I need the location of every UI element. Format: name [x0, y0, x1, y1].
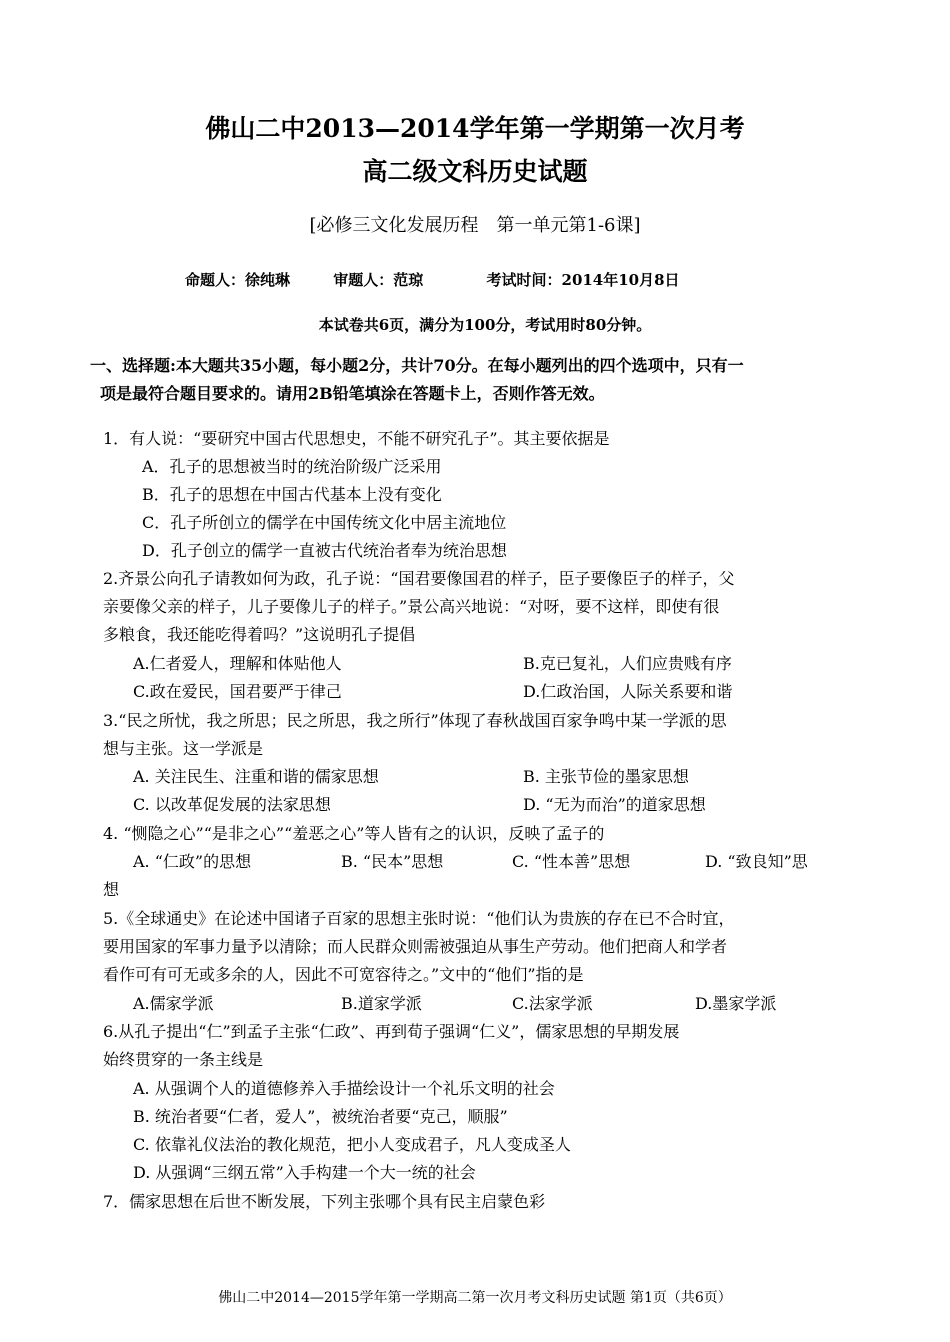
question-1-option-d: D．孔子创立的儒学一直被古代统治者奉为统治思想 — [142, 541, 507, 560]
exam-title-line1: 佛山二中2013—2014学年第一学期第一次月考 — [205, 114, 745, 143]
question-5-stem-line2: 要用国家的军事力量予以清除；而人民群众则需被强迫从事生产劳动。他们把商人和学者 — [103, 937, 728, 956]
exam-authors-row — [185, 268, 718, 292]
question-1-option-b: B．孔子的思想在中国古代基本上没有变化 — [142, 485, 442, 504]
exam-title-line2: 高二级文科历史试题 — [362, 157, 588, 186]
question-6-stem-line1: 6.从孔子提出“仁”到孟子主张“仁政”、再到荀子强调“仁义”，儒家思想的早期发展 — [103, 1022, 680, 1041]
question-7-stem: 7．儒家思想在后世不断发展，下列主张哪个具有民主启蒙色彩 — [103, 1192, 546, 1211]
question-4-option-c: C. “性本善”思想 — [512, 852, 631, 871]
question-4-option-d: D. “致良知”思 — [705, 852, 808, 871]
question-3-stem-line2: 想与主张。这一学派是 — [103, 739, 264, 758]
exam-scope: [必修三文化发展历程 第一单元第1-6课] — [309, 215, 641, 236]
question-5-option-a: A.儒家学派 — [133, 994, 214, 1013]
question-5-stem-line3: 看作可有可无或多余的人，因此不可宽容待之。”文中的“他们”指的是 — [103, 965, 584, 984]
section-instructions — [90, 352, 850, 408]
question-2-stem-line2: 亲要像父亲的样子，儿子要像儿子的样子。”景公高兴地说：“对呀，要不这样，即使有很 — [103, 597, 720, 616]
question-3-option-c: C. 以改革促发展的法家思想 — [133, 795, 331, 814]
question-3-option-a: A. 关注民生、注重和谐的儒家思想 — [133, 767, 379, 786]
question-2-option-c: C.政在爱民，国君要严于律己 — [133, 682, 342, 701]
question-4-option-d-continued: 想 — [103, 880, 120, 899]
question-5-option-c: C.法家学派 — [512, 994, 593, 1013]
exam-time: 考试时间：2014年10月8日 — [486, 271, 680, 289]
question-2-option-a: A.仁者爱人，理解和体贴他人 — [133, 654, 342, 673]
question-6-option-d: D. 从强调“三纲五常”入手构建一个大一统的社会 — [133, 1163, 476, 1182]
question-1-option-a: A．孔子的思想被当时的统治阶级广泛采用 — [142, 457, 442, 476]
question-3-stem-line1: 3.“民之所忧，我之所思；民之所思，我之所行”体现了春秋战国百家争鸣中某一学派的思 — [103, 711, 727, 730]
question-6-option-c: C. 依靠礼仪法治的教化规范，把小人变成君子，凡人变成圣人 — [133, 1135, 571, 1154]
question-6-option-b: B. 统治者要“仁者，爱人”，被统治者要“克己，顺服” — [133, 1107, 508, 1126]
question-2-option-b: B.克已复礼，人们应贵贱有序 — [523, 654, 732, 673]
question-6-option-a: A. 从强调个人的道德修养入手描绘设计一个礼乐文明的社会 — [133, 1079, 555, 1098]
section-instructions-line2: 项是最符合题目要求的。请用2B铅笔填涂在答题卡上，否则作答无效。 — [100, 384, 605, 403]
question-5-option-d: D.墨家学派 — [695, 994, 777, 1013]
question-4-option-a: A. “仁政”的思想 — [133, 852, 252, 871]
question-2-stem-line3: 多粮食，我还能吃得着吗？”这说明孔子提倡 — [103, 625, 416, 644]
exam-reviewer: 审题人：范琼 — [333, 271, 424, 289]
section-instructions-line1: 一、选择题:本大题共35小题，每小题2分，共计70分。在每小题列出的四个选项中，只有一 — [90, 356, 744, 375]
question-3-option-b: B. 主张节俭的墨家思想 — [523, 767, 689, 786]
question-6-stem-line2: 始终贯穿的一条主线是 — [103, 1050, 264, 1069]
question-4-stem: 4. “恻隐之心”“是非之心”“羞恶之心”等人皆有之的认识，反映了孟子的 — [103, 824, 605, 843]
question-5-option-b: B.道家学派 — [341, 994, 422, 1013]
exam-info: 本试卷共6页，满分为100分，考试用时80分钟。 — [318, 316, 652, 334]
question-1-stem: 1．有人说：“要研究中国古代思想史，不能不研究孔子”。其主要依据是 — [103, 429, 610, 448]
question-1-option-c: C．孔子所创立的儒学在中国传统文化中居主流地位 — [142, 513, 507, 532]
page-footer: 佛山二中2014—2015学年第一学期高二第一次月考文科历史试题 第1页（共6页） — [218, 1290, 732, 1306]
question-2-option-d: D.仁政治国，人际关系要和谐 — [523, 682, 733, 701]
question-4-option-b: B. “民本”思想 — [341, 852, 444, 871]
question-2-stem-line1: 2.齐景公向孔子请教如何为政，孔子说：“国君要像国君的样子，臣子要像臣子的样子，父 — [103, 569, 735, 588]
question-3-option-d: D. “无为而治”的道家思想 — [523, 795, 706, 814]
question-5-stem-line1: 5.《全球通史》在论述中国诸子百家的思想主张时说：“他们认为贵族的存在已不合时宜， — [103, 909, 735, 928]
exam-author: 命题人：徐纯琳 — [185, 271, 291, 289]
